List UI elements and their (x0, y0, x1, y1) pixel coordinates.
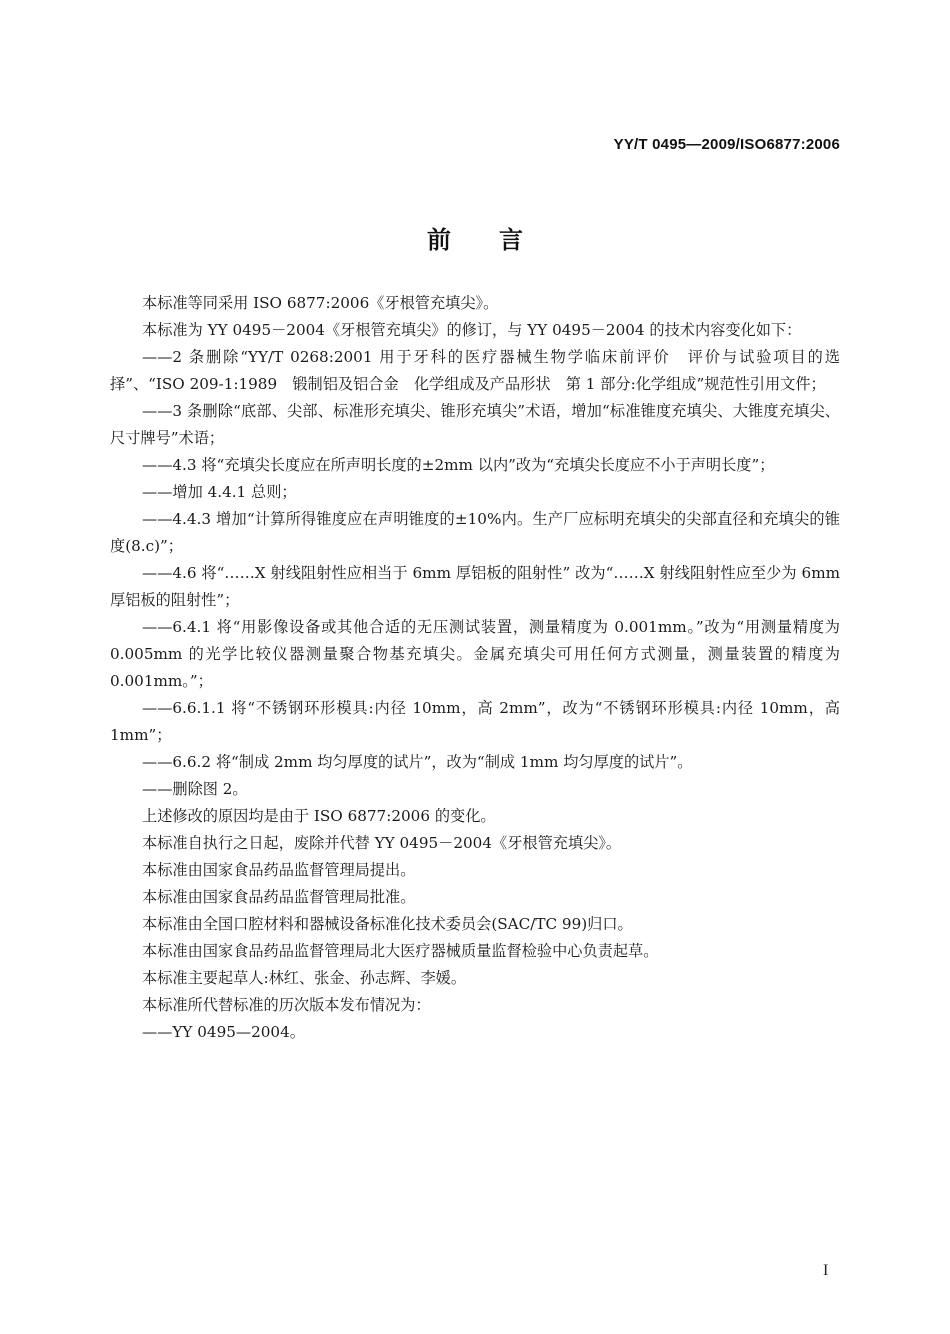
closing-paragraph: 本标准自执行之日起，废除并代替 YY 0495－2004《牙根管充填尖》。 (142, 834, 622, 852)
change-item: ——4.3 将“充填尖长度应在所声明长度的±2mm 以内”改为“充填尖长度应不小于声明长度”； (142, 456, 775, 474)
previous-version-item: ——YY 0495—2004。 (142, 1023, 305, 1041)
intro-paragraph: 本标准为 YY 0495－2004《牙根管充填尖》的修订，与 YY 0495－2004 的技术内容变化如下： (142, 321, 802, 339)
change-item: ——6.6.2 将“制成 2mm 均匀厚度的试片”，改为“制成 1mm 均匀厚度的试片”。 (142, 753, 693, 771)
closing-paragraph: 上述修改的原因均是由于 ISO 6877:2006 的变化。 (142, 807, 496, 825)
page-number: I (823, 1262, 829, 1279)
closing-paragraph: 本标准由国家食品药品监督管理局批准。 (142, 888, 416, 906)
change-item: ——6.4.1 将“用影像设备或其他合适的无压测试装置，测量精度为 0.001mm。”改为“用测量精度为 0.005mm 的光学比较仪器测量聚合物基充填尖。金属充填尖可用任何方式测量，测量装置的精度为 0.001mm。”； (110, 618, 840, 690)
closing-paragraph: 本标准主要起草人:林红、张金、孙志辉、李媛。 (142, 969, 467, 987)
intro-paragraph: 本标准等同采用 ISO 6877:2006《牙根管充填尖》。 (142, 294, 499, 312)
change-item: ——3 条删除“底部、尖部、标准形充填尖、锥形充填尖”术语，增加“标准锥度充填尖、大锥度充填尖、尺寸牌号”术语； (110, 402, 840, 447)
closing-paragraph: 本标准由国家食品药品监督管理局提出。 (142, 861, 416, 879)
change-item: ——4.6 将“……X 射线阻射性应相当于 6mm 厚铝板的阻射性” 改为“……X 射线阻射性应至少为 6mm 厚铝板的阻射性”； (110, 564, 840, 609)
page-title: 前言 (427, 226, 571, 254)
closing-paragraph: 本标准由全国口腔材料和器械设备标准化技术委员会(SAC/TC 99)归口。 (142, 915, 633, 933)
closing-paragraph: 本标准由国家食品药品监督管理局北大医疗器械质量监督检验中心负责起草。 (142, 942, 659, 960)
change-item: ——6.6.1.1 将“不锈钢环形模具:内径 10mm，高 2mm”，改为“不锈钢环形模具:内径 10mm，高 1mm”； (110, 699, 840, 744)
closing-paragraph: 本标准所代替标准的历次版本发布情况为： (142, 996, 431, 1014)
change-item: ——2 条删除“YY/T 0268:2001 用于牙科的医疗器械生物学临床前评价 评价与试验项目的选择”、“ISO 209-1:1989 锻制铝及铝合金 化学组成及产品形状 第 1 部分:化学组成”规范性引用文件； (110, 348, 840, 393)
change-item: ——删除图 2。 (142, 780, 248, 798)
change-item: ——4.4.3 增加“计算所得锥度应在声明锥度的±10%内。生产厂应标明充填尖的尖部直径和充填尖的锥度(8.c)”； (110, 510, 840, 555)
change-item: ——增加 4.4.1 总则； (142, 483, 297, 501)
document-body (110, 290, 840, 1046)
standard-code-header: YY/T 0495—2009/ISO6877:2006 (613, 136, 840, 153)
